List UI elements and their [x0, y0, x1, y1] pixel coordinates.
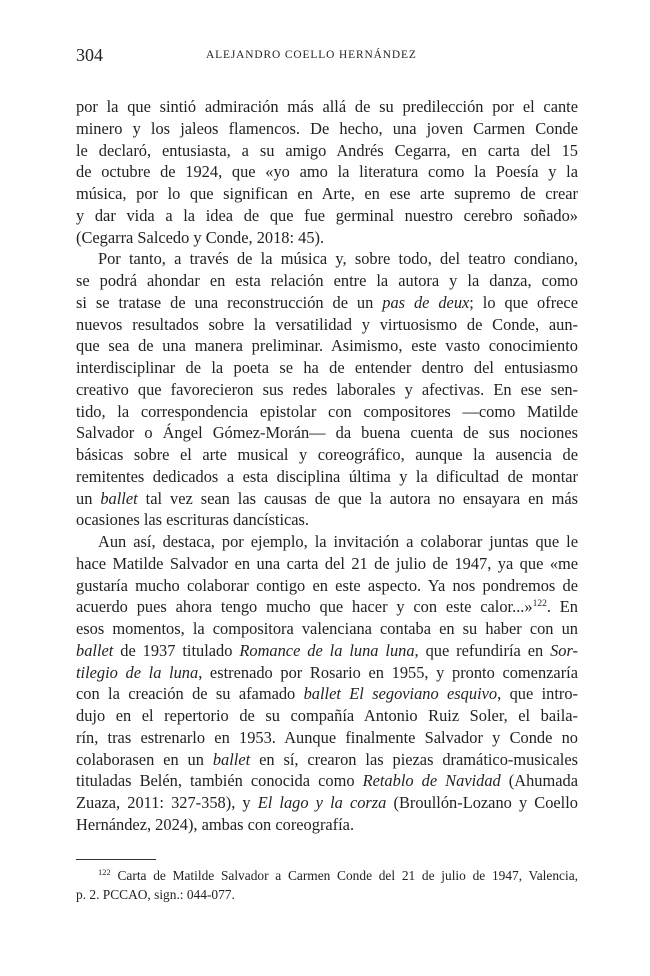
page-header	[76, 45, 576, 69]
text-line	[76, 683, 578, 705]
text-line: esos momentos, la compositora valenciana contaba en su haber con un	[76, 619, 578, 638]
text-run: tal vez sean las causas de que la autora no ensayara en más	[137, 488, 578, 508]
text-run: Zuaza, 2011: 327-358), y	[76, 793, 258, 812]
text-run: con la creación de su afamado	[76, 684, 304, 704]
page-number: 304	[76, 45, 103, 65]
text-line: se podrá ahondar en esta relación entre la autora y la danza, como	[76, 271, 578, 290]
text-line: que sea de una manera preliminar. Asimismo, este vasto conocimiento	[76, 336, 578, 356]
footnote-line: p. 2. PCCAO, sign.: 044-077.	[76, 887, 235, 902]
paragraph-2	[76, 248, 578, 531]
text-line: gustaría mucho colaborar contigo en este aspecto. Ya nos pondremos de	[76, 575, 578, 595]
text-run: (Broullón-Lozano y Coello	[386, 793, 578, 812]
text-line: interdisciplinar de la poeta se ha de entender dentro del entusiasmo	[76, 358, 578, 377]
footnote-line	[76, 866, 578, 885]
text-run: acuerdo pues ahora tengo mucho que hacer y con este calor...»	[76, 597, 533, 617]
text-line: remitentes dedicados a esta disciplina última y la dificultad de montar	[76, 466, 578, 486]
text-run: ; lo que ofrece	[469, 292, 578, 312]
text-line	[76, 749, 578, 771]
text-run: de 1937 titulado	[113, 640, 240, 660]
text-line	[76, 792, 578, 814]
text-run: . En	[546, 597, 578, 617]
text-line: ocasiones las escrituras dancísticas.	[76, 510, 310, 530]
italic-title: tilegio de la luna	[76, 662, 199, 682]
text-line	[76, 640, 578, 662]
text-line: dujo en el repertorio de su compañía Antonio Ruiz Soler, el baila-	[76, 706, 578, 725]
text-line: hace Matilde Salvador en una carta del 21 de julio de 1947, ya que «me	[76, 553, 578, 573]
text-line: Salvador o Ángel Gómez-Morán— da buena cuenta de sus nociones	[76, 423, 578, 443]
text-line: básicas sobre el arte musical y coreográfico, aunque la ausencia de	[76, 445, 578, 464]
running-title: ALEJANDRO COELLO HERNÁNDEZ	[206, 49, 417, 61]
paragraph-1	[76, 96, 578, 248]
paragraph-3	[76, 531, 578, 836]
text-line: de octubre de 1924, que «yo amo la literatura como la Poesía y la	[76, 162, 578, 182]
text-run: , estrenado por Rosario en 1955, y pronto comenzaría	[198, 662, 578, 682]
italic-term: ballet	[100, 488, 138, 508]
text-line: Por tanto, a través de la música y, sobre todo, del teatro condiano,	[98, 249, 578, 269]
footnote	[76, 866, 578, 904]
text-line	[76, 488, 578, 510]
text-line: minero y los jaleos flamencos. De hecho, una joven Carmen Conde	[76, 118, 578, 138]
text-run: , que intro-	[497, 684, 578, 704]
italic-term: ballet	[76, 640, 114, 660]
text-line: Hernández, 2024), ambas con coreografía.	[76, 814, 355, 834]
footnote-text: Carta de Matilde Salvador a Carmen Conde del 21 de julio de 1947, Valencia,	[117, 868, 578, 883]
footnote-reference[interactable]: 122	[532, 599, 547, 610]
text-run: si se tratase de una reconstrucción de un	[76, 292, 383, 312]
body-text	[76, 96, 578, 836]
italic-title: Sor-	[550, 640, 579, 660]
text-line	[76, 770, 578, 792]
text-line	[76, 292, 578, 314]
text-line: nuevos resultados sobre la versatilidad y virtuosismo de Conde, aun-	[76, 314, 578, 334]
italic-title: ballet El segoviano esquivo	[303, 684, 498, 704]
italic-title: El lago y la corza	[257, 793, 387, 812]
text-line: creativo que favorecieron sus redes laborales y afectivas. En ese sen-	[76, 379, 578, 399]
text-run: (Ahumada	[500, 771, 578, 791]
italic-title: Romance de la luna luna	[239, 640, 415, 660]
text-line: música, por lo que significan en Arte, en ese arte supremo de crear	[76, 184, 578, 203]
text-line: tido, la correspondencia epistolar con compositores —como Matilde	[76, 401, 578, 421]
text-line: (Cegarra Salcedo y Conde, 2018: 45).	[76, 227, 325, 247]
text-run: colaborasen en un	[76, 749, 213, 769]
footnote-divider	[76, 859, 156, 860]
text-line: Aun así, destaca, por ejemplo, la invitación a colaborar juntas que le	[98, 532, 578, 551]
italic-term: pas de deux	[382, 292, 470, 312]
text-line	[76, 596, 578, 618]
text-line: le declaró, entusiasta, a su amigo Andrés Cegarra, en carta del 15	[76, 140, 578, 160]
text-run: en sí, crearon las piezas dramático-musicales	[250, 749, 578, 769]
text-line: por la que sintió admiración más allá de su predilección por el cante	[76, 97, 578, 116]
text-line: rín, tras estrenarlo en 1953. Aunque finalmente Salvador y Conde no	[76, 727, 578, 747]
italic-title: Retablo de Navidad	[362, 771, 501, 791]
footnote-number: 122	[98, 867, 111, 877]
text-run: , que refundiría en	[414, 640, 551, 660]
italic-term: ballet	[212, 749, 251, 769]
text-run: tituladas Belén, también conocida como	[76, 771, 363, 791]
text-line: y dar vida a la idea de que fue germinal nuestro cerebro soñado»	[76, 205, 578, 225]
text-line	[76, 662, 578, 684]
text-run: un	[76, 488, 101, 508]
